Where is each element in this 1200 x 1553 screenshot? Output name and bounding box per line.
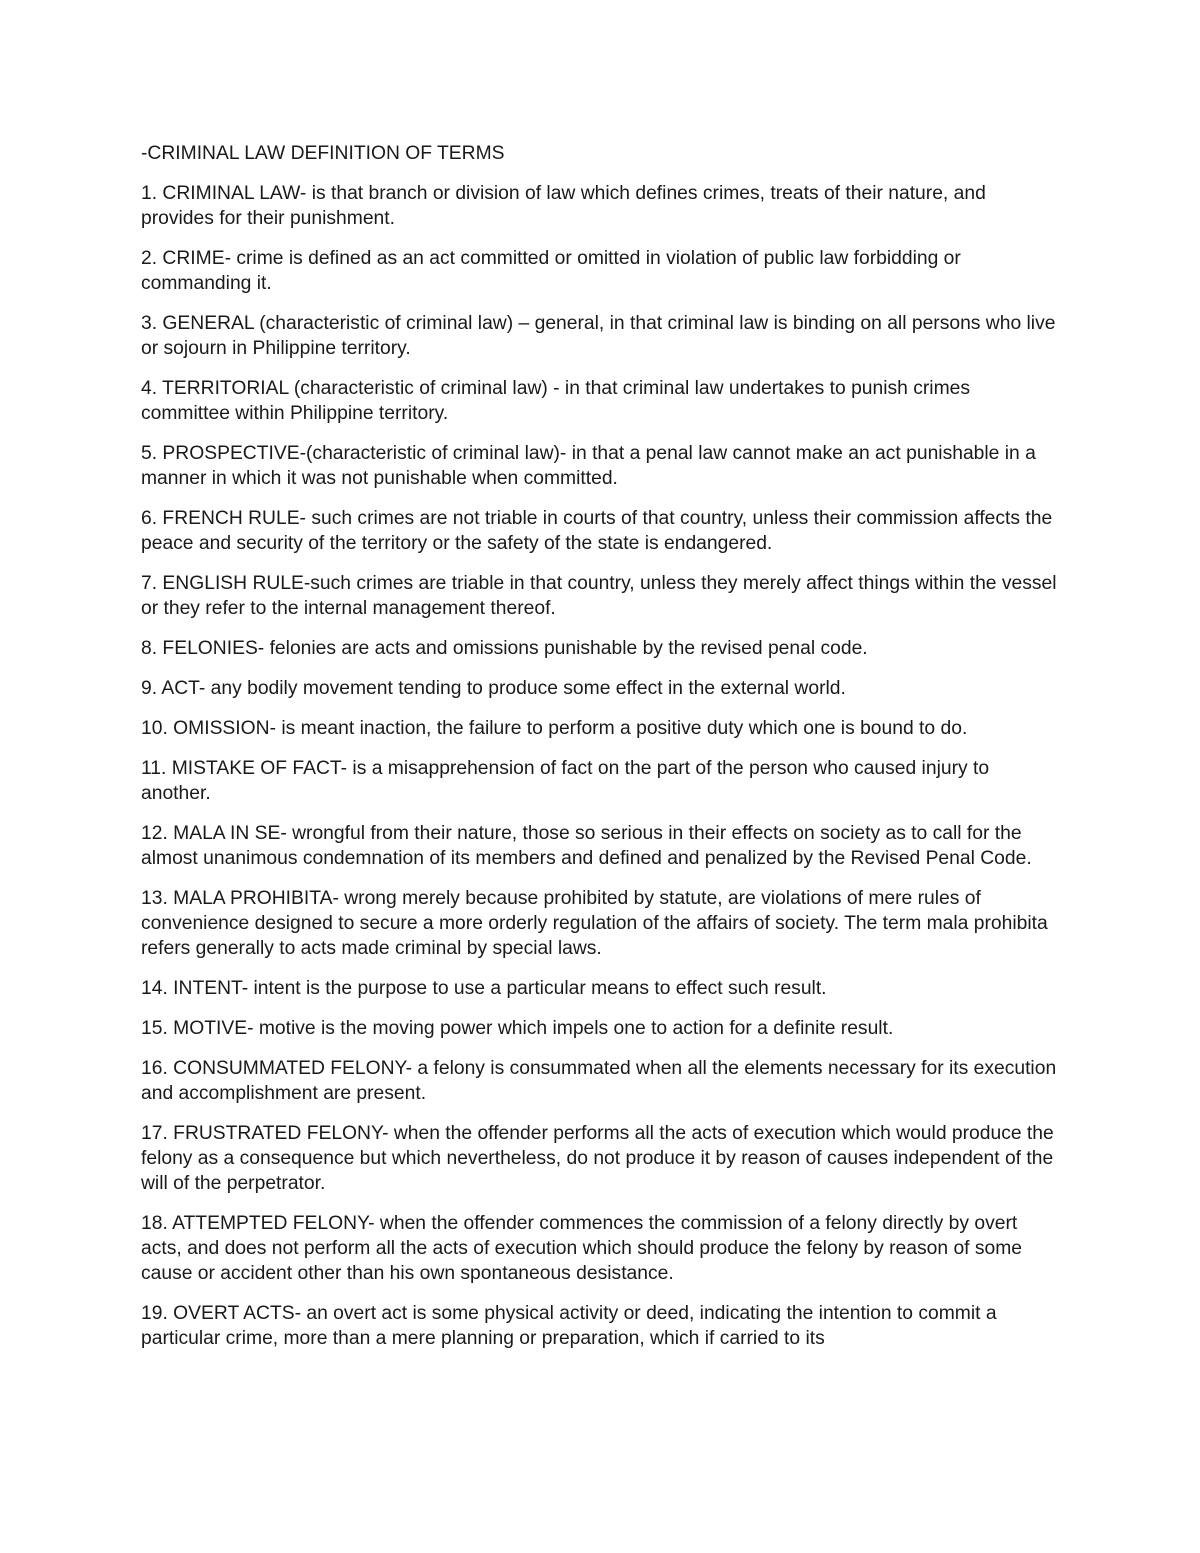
definition-list [141, 181, 1063, 1351]
definition-item: 9. ACT- any bodily movement tending to produce some effect in the external world. [141, 678, 846, 699]
definition-item: 18. ATTEMPTED FELONY- when the offender commences the commission of a felony directly by overt acts, and does not perform all the acts of execution which should produce the felony by reason of some cause or accident other than his own spontaneous desistance. [141, 1213, 1023, 1284]
definition-item: 10. OMISSION- is meant inaction, the failure to perform a positive duty which one is bound to do. [141, 718, 968, 739]
definition-item: 7. ENGLISH RULE-such crimes are triable in that country, unless they merely affect things within the vessel or they refer to the internal management thereof. [141, 573, 1057, 619]
definition-item: 14. INTENT- intent is the purpose to use a particular means to effect such result. [141, 978, 827, 999]
definition-item: 3. GENERAL (characteristic of criminal law) – general, in that criminal law is binding on all persons who live or sojourn in Philippine territory. [141, 313, 1056, 359]
definition-item: 15. MOTIVE- motive is the moving power which impels one to action for a definite result. [141, 1018, 894, 1039]
definition-item: 2. CRIME- crime is defined as an act committed or omitted in violation of public law forbidding or commanding it. [141, 248, 961, 294]
definition-item: 13. MALA PROHIBITA- wrong merely because prohibited by statute, are violations of mere rules of convenience designed to secure a more orderly regulation of the affairs of society. The term mala prohibita refers generally to acts made criminal by special laws. [141, 888, 1048, 959]
definition-item: 8. FELONIES- felonies are acts and omissions punishable by the revised penal code. [141, 638, 868, 659]
definition-item: 1. CRIMINAL LAW- is that branch or division of law which defines crimes, treats of their nature, and provides for their punishment. [141, 183, 986, 229]
definition-item: 17. FRUSTRATED FELONY- when the offender performs all the acts of execution which would produce the felony as a consequence but which nevertheless, do not produce it by reason of causes independent of the will of the perpetrator. [141, 1123, 1054, 1194]
definition-item: 11. MISTAKE OF FACT- is a misapprehension of fact on the part of the person who caused injury to another. [141, 758, 990, 804]
definition-item: 12. MALA IN SE- wrongful from their nature, those so serious in their effects on society as to call for the almost unanimous condemnation of its members and defined and penalized by the Revised Penal Code. [141, 823, 1032, 869]
document-title: -CRIMINAL LAW DEFINITION OF TERMS [141, 143, 505, 164]
definition-item: 16. CONSUMMATED FELONY- a felony is consummated when all the elements necessary for its execution and accomplishment are present. [141, 1058, 1057, 1104]
definition-item: 6. FRENCH RULE- such crimes are not triable in courts of that country, unless their commission affects the peace and security of the territory or the safety of the state is endangered. [141, 508, 1053, 554]
definition-item: 5. PROSPECTIVE-(characteristic of criminal law)- in that a penal law cannot make an act punishable in a manner in which it was not punishable when committed. [141, 443, 1036, 489]
document-body [141, 141, 1063, 1366]
definition-item: 19. OVERT ACTS- an overt act is some physical activity or deed, indicating the intention to commit a particular crime, more than a mere planning or preparation, which if carried to its [141, 1303, 997, 1349]
definition-item: 4. TERRITORIAL (characteristic of criminal law) - in that criminal law undertakes to punish crimes committee within Philippine territory. [141, 378, 971, 424]
